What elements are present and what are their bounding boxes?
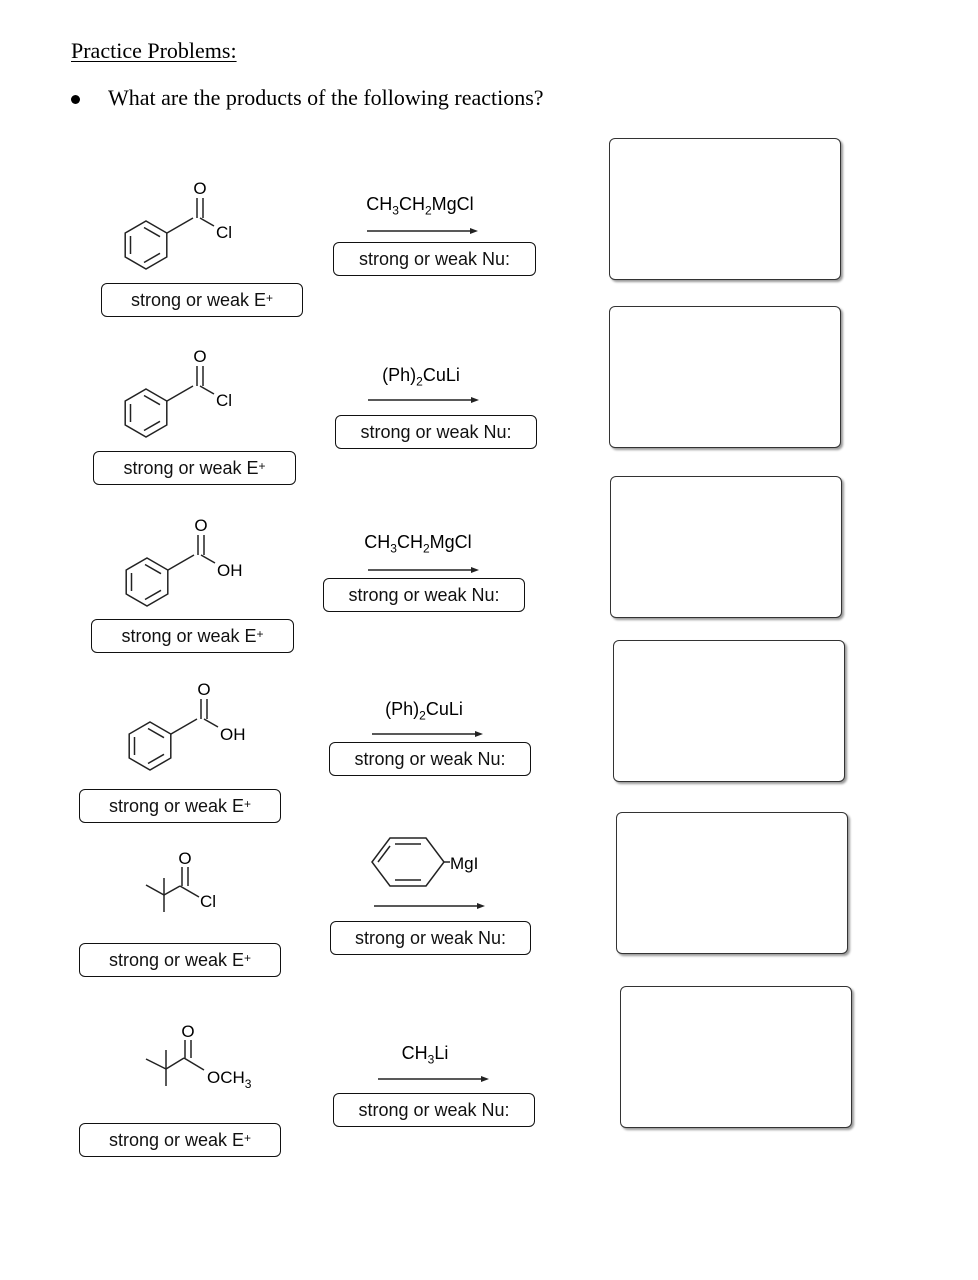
- leaving-group-label: Cl: [216, 223, 233, 242]
- formula-subscript: 3: [427, 1052, 435, 1067]
- formula-text: CH: [364, 532, 391, 552]
- oxygen-atom-label: O: [193, 347, 207, 366]
- leaving-group-label: Cl: [216, 391, 233, 410]
- formula-text: (Ph): [385, 699, 420, 719]
- formula-text: CH: [396, 532, 423, 552]
- nucleophile-strength-label-3: strong or weak Nu:: [323, 578, 525, 612]
- electrophile-strength-label-2: strong or weak E +: [93, 451, 296, 485]
- electrophile-strength-label-5: strong or weak E +: [79, 943, 281, 977]
- nucleophile-strength-label-1: strong or weak Nu:: [333, 242, 536, 276]
- formula-text: Li: [434, 1043, 449, 1063]
- electrophile-strength-label-6: strong or weak E +: [79, 1123, 281, 1157]
- methoxy-group-label: $OCH_3$: [207, 1068, 252, 1091]
- formula-subscript: 2: [419, 708, 426, 723]
- formula-subscript: 2: [422, 541, 430, 556]
- formula-text: CH: [401, 1043, 428, 1063]
- formula-text: MgCl: [431, 194, 474, 214]
- magnesium-iodide-label: MgI: [450, 854, 479, 873]
- formula-subscript: 3: [392, 203, 399, 218]
- formula-text: (Ph): [382, 365, 417, 385]
- question-text: What are the products of the following reactions?: [108, 85, 544, 110]
- oxygen-atom-label: O: [193, 179, 207, 198]
- oxygen-atom-label: O: [178, 849, 192, 868]
- formula-text: CH: [398, 194, 425, 214]
- electrophile-strength-label-1: strong or weak E +: [101, 283, 303, 317]
- leaving-group-label: Cl: [200, 892, 217, 911]
- oxygen-atom-label: O: [197, 680, 211, 699]
- formula-text: CuLi: [425, 699, 463, 719]
- hydroxyl-group-label: OH: [217, 561, 243, 580]
- nucleophile-strength-label-2: strong or weak Nu:: [335, 415, 537, 449]
- formula-text: MgCl: [429, 532, 472, 552]
- oxygen-atom-label: O: [181, 1022, 195, 1041]
- answer-box-6[interactable]: [620, 986, 852, 1128]
- nucleophile-strength-label-5: strong or weak Nu:: [330, 921, 531, 955]
- formula-subscript: 2: [424, 203, 432, 218]
- formula-text: CH: [366, 194, 393, 214]
- electrophile-strength-label-3: strong or weak E +: [91, 619, 294, 653]
- electrophile-strength-label-4: strong or weak E +: [79, 789, 281, 823]
- formula-subscript: 2: [416, 374, 423, 389]
- nucleophile-strength-label-4: strong or weak Nu:: [329, 742, 531, 776]
- formula-text: CuLi: [422, 365, 460, 385]
- formula-subscript: 3: [390, 541, 397, 556]
- page-title: Practice Problems:: [71, 38, 237, 63]
- nucleophile-strength-label-6: strong or weak Nu:: [333, 1093, 535, 1127]
- hydroxyl-group-label: OH: [220, 725, 246, 744]
- oxygen-atom-label: O: [194, 516, 208, 535]
